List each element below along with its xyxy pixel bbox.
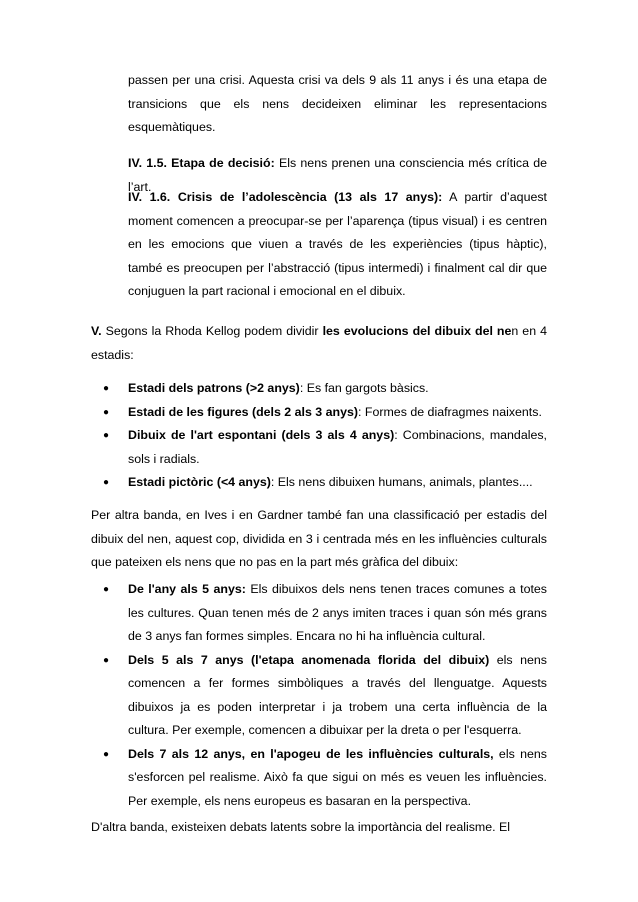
paragraph-kellog	[91, 320, 547, 367]
section-heading-1-5: IV. 1.5. Etapa de decisió:	[128, 156, 275, 170]
list-item-text: els nens s'esforcen pel realisme. Això fa que sigui on més es veuen les influències. Per exemple, els nens europeus es basaran en la perspectiva.	[128, 746, 547, 808]
paragraph-text: D'altra banda, existeixen debats latents sobre la importància del realisme. El	[91, 820, 511, 834]
list-item-bold: Estadi dels patrons (>2 anys)	[128, 381, 300, 395]
list-item-bold: De l'any als 5 anys:	[128, 582, 246, 596]
list-item	[91, 424, 547, 471]
paragraph-text: n en 4 estadis:	[91, 324, 547, 362]
list-item-text: : Els nens dibuixen humans, animals, plantes....	[270, 475, 533, 489]
list-item-text: Els dibuixos dels nens tenen traces comunes a totes les cultures. Quan tenen més de 2 anys imiten traces i quan són més grans de 3 anys fan formes simples. Encara no hi ha influència cultural.	[128, 582, 547, 643]
list-item-bold: Dels 5 als 7 anys (l'etapa anomenada florida del dibuix)	[128, 652, 490, 667]
paragraph-text: A partir d’aquest moment comencen a preocupar-se per l’aparença (tipus visual) i es centren en les emocions que viuen a través de les experiències (tipus hàptic), també es preocupen per l’abstracció (tipus intermedi) i finalment cal dir que conjuguen la part racional i emocional en el dibuix.	[128, 190, 547, 298]
list-item-text: : Combinacions, mandales, sols i radials.	[128, 428, 547, 466]
list-item	[91, 649, 547, 743]
kellog-stages-list	[91, 377, 547, 495]
list-item	[91, 401, 547, 425]
section-number-v: V.	[91, 324, 102, 338]
paragraph-text: Els nens prenen una consciencia més crítica de l’art.	[128, 156, 547, 194]
paragraph-realisme	[91, 816, 547, 840]
paragraph-text: passen per una crisi. Aquesta crisi va dels 9 als 11 anys i és una etapa de transicions que els nens decideixen eliminar les representacions esquemàtiques.	[128, 73, 547, 134]
ives-gardner-stages-list	[91, 578, 547, 813]
paragraph-crisis-adolescencia	[128, 186, 547, 304]
bullet-icon: ●	[103, 584, 110, 595]
list-item-text: : Formes de diafragmes naixents.	[358, 404, 542, 419]
list-item	[91, 578, 547, 649]
list-item	[91, 743, 547, 814]
bullet-icon: ●	[103, 406, 110, 418]
bullet-icon: ●	[103, 430, 110, 441]
list-item	[91, 377, 547, 401]
section-heading-1-6: IV. 1.6. Crisis de l’adolescència (13 als 17 anys):	[128, 190, 443, 204]
bold-phrase: les evolucions del dibuix del ne	[322, 324, 512, 338]
paragraph-text: Segons la Rhoda Kellog podem dividir	[101, 324, 323, 338]
list-item-text: : Es fan gargots bàsics.	[299, 381, 429, 395]
list-item-text: els nens comencen a fer formes simbòliques a través del llenguatge. Aquests dibuixos ja es poden interpretar i ja trobem una certa influència de la cultura. Per exemple, comencen a dibuixar per la dreta o per l'esquerra.	[128, 652, 547, 737]
list-item-bold: Dibuix de l'art espontani (dels 3 als 4 anys)	[128, 428, 395, 442]
bullet-icon: ●	[103, 748, 110, 760]
paragraph-crisis-continuation	[128, 69, 547, 140]
paragraph-text: Per altra banda, en Ives i en Gardner també fan una classificació per estadis del dibuix del nen, aquest cop, dividida en 3 i centrada més en les influències culturals que pateixen els nens que no pas en la part més gràfica del dibuix:	[91, 508, 547, 569]
list-item	[91, 471, 547, 495]
paragraph-ives-gardner	[91, 504, 547, 575]
bullet-icon: ●	[103, 383, 110, 394]
bullet-icon: ●	[103, 477, 110, 488]
bullet-icon: ●	[103, 654, 110, 666]
list-item-bold: Estadi pictòric (<4 anys)	[128, 475, 271, 489]
list-item-bold: Estadi de les figures (dels 2 als 3 anys)	[128, 404, 359, 419]
list-item-bold: Dels 7 als 12 anys, en l'apogeu de les influències culturals,	[128, 746, 494, 761]
